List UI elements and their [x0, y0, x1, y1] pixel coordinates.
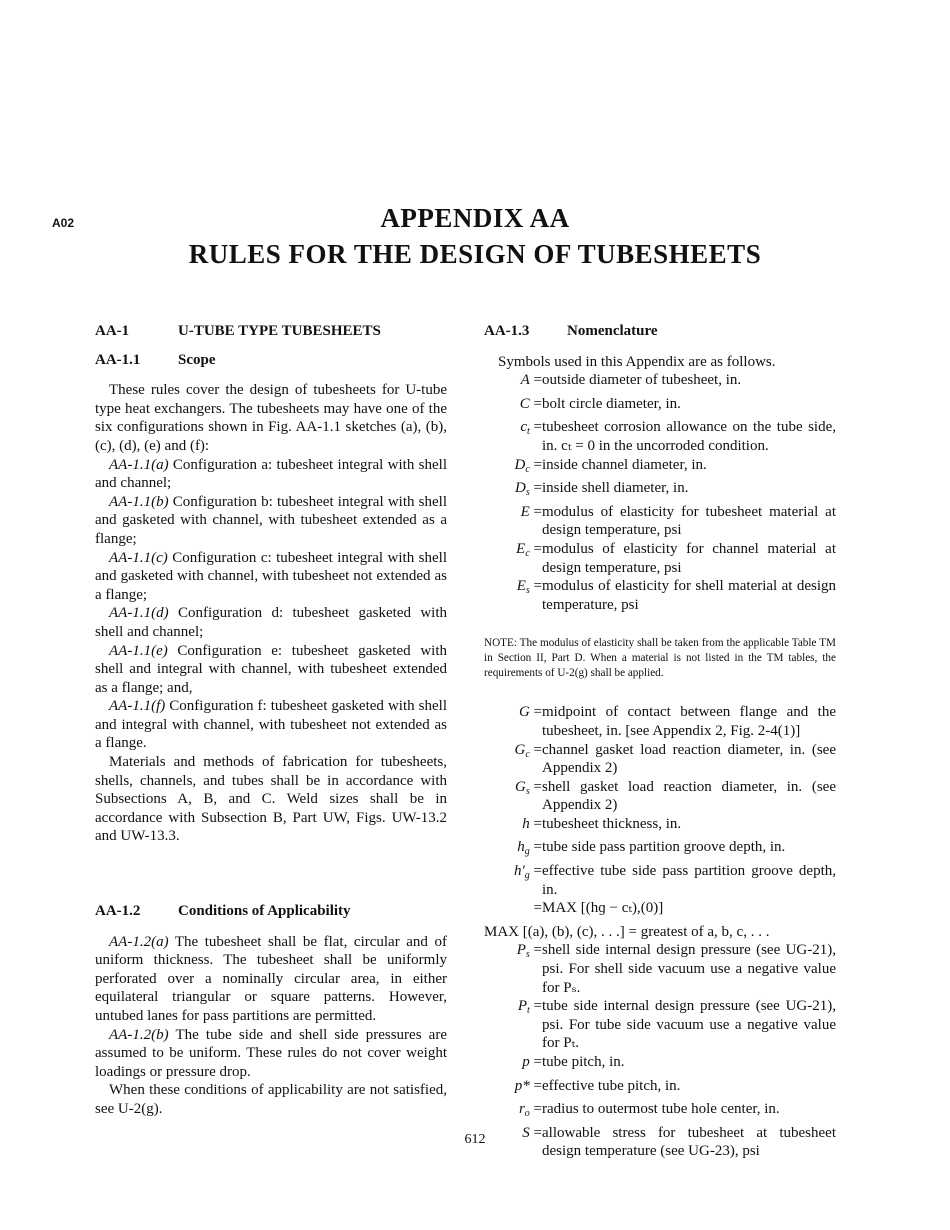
- section-heading-aa1-3: [484, 322, 836, 341]
- nomenclature-symbol: A =: [520, 372, 542, 389]
- nomenclature-definition: inside channel diameter, in.: [542, 456, 707, 473]
- config-ref: AA-1.1(c): [109, 549, 168, 566]
- symbol-letter: E: [516, 578, 526, 595]
- config-text: Configuration e: tubesheet gasketed with shell and integral with channel, with tubesheet extended as a flange; and,: [95, 642, 447, 696]
- materials-paragraph: Materials and methods of fabrication for tubesheets, shells, channels, and tubes shall be in accordance with Subsections A, B, and C. Weld sizes shall be in accordance with Subsection B, Part UW, Figs. UW-13.2 and UW-13.3.: [95, 754, 447, 845]
- symbol-subscript: c: [525, 463, 530, 475]
- config-paragraph: [95, 456, 447, 493]
- nomenclature-item: [484, 815, 836, 839]
- symbol-subscript: t: [527, 1005, 530, 1017]
- symbol-letter: D: [515, 480, 526, 497]
- nomenclature-item: [484, 703, 836, 740]
- nomenclature-symbol: $h_g$ =: [517, 839, 542, 858]
- nomenclature-symbol: $P_s$ =: [516, 942, 542, 961]
- nomenclature-item: [484, 503, 836, 540]
- symbol-letter: G: [515, 778, 526, 795]
- config-ref: AA-1.1(f): [109, 698, 166, 715]
- config-ref: AA-1.1(e): [109, 642, 168, 659]
- nomenclature-symbol: p =: [522, 1054, 542, 1070]
- nomenclature-definition: radius to outermost tube hole center, in.: [542, 1101, 780, 1118]
- condition-closing-paragraph: When these conditions of applicability are not satisfied, see U-2(g).: [95, 1082, 447, 1117]
- config-paragraph: [95, 642, 447, 698]
- symbol-letter: h′: [514, 863, 525, 880]
- nomenclature-definition: bolt circle diameter, in.: [542, 395, 681, 412]
- nomenclature-item: [484, 1100, 836, 1124]
- nomenclature-item: [484, 899, 836, 923]
- symbol-letter: G: [514, 741, 526, 758]
- nomenclature-item: [484, 741, 836, 778]
- nomenclature-item: [484, 540, 836, 577]
- symbol-letter: A: [520, 372, 530, 389]
- symbol-letter: p: [522, 1054, 530, 1070]
- nomenclature-definition: inside shell diameter, in.: [542, 480, 689, 497]
- config-paragraph: [95, 493, 447, 549]
- left-column: [95, 322, 447, 1119]
- nomenclature-symbol: G =: [518, 704, 542, 721]
- nomenclature-symbol: C =: [519, 395, 542, 412]
- section-number: AA-1: [95, 323, 130, 339]
- nomenclature-definition: effective tube side pass partition groove depth, in.: [542, 863, 836, 898]
- appendix-title: APPENDIX AA: [380, 203, 570, 233]
- nomenclature-symbol: $G_c$ =: [514, 741, 542, 760]
- section-heading-aa1-1: [95, 351, 447, 370]
- config-ref: AA-1.1(d): [109, 605, 169, 622]
- config-text: Configuration a: tubesheet integral with shell and channel;: [95, 456, 448, 492]
- section-heading-aa1: [95, 322, 447, 341]
- condition-paragraph: [95, 933, 447, 1026]
- symbol-letter: C: [519, 395, 530, 412]
- page-number: 612: [464, 1132, 486, 1147]
- condition-ref: AA-1.2(a): [109, 933, 169, 950]
- symbol-letter: h: [517, 839, 525, 856]
- nomenclature-item: [484, 862, 836, 899]
- nomenclature-item: [484, 1053, 836, 1077]
- condition-text: The tubesheet shall be flat, circular and of uniform thickness. The tubesheet shall be uniformly perforated over a nominally circular area, in either equilateral triangular or square patterns. However, untubed lanes for pass partitions are permitted.: [95, 933, 447, 1024]
- scope-paragraph: These rules cover the design of tubesheets for U-tube type heat exchangers. The tubesheets may have one of the six configurations shown in Fig. AA-1.1 sketches (a), (b), (c), (d), (e) and (f):: [95, 382, 447, 454]
- nomenclature-symbol: $E_s$ =: [516, 578, 542, 597]
- nomenclature-list: [484, 941, 836, 1161]
- nomenclature-list: [484, 703, 836, 923]
- nomenclature-definition: modulus of elasticity for shell material at design temperature, psi: [542, 578, 836, 613]
- condition-paragraph: [95, 1026, 447, 1082]
- config-paragraph: [95, 697, 447, 753]
- nomenclature-definition: tube pitch, in.: [542, 1054, 625, 1070]
- symbol-letter: P: [516, 942, 526, 959]
- config-ref: AA-1.1(b): [109, 493, 169, 510]
- nomenclature-symbol: $E_c$ =: [516, 540, 542, 559]
- nomenclature-symbol: $P_t$ =: [517, 998, 542, 1017]
- symbol-letter: p*: [514, 1077, 530, 1094]
- nomenclature-item: [484, 456, 836, 480]
- config-text: Configuration d: tubesheet gasketed with shell and channel;: [95, 605, 448, 640]
- nomenclature-definition: modulus of elasticity for channel material at design temperature, psi: [542, 540, 836, 576]
- nomenclature-definition: MAX [(hɡ − cₜ),(0)]: [542, 900, 664, 917]
- nomenclature-definition: midpoint of contact between flange and the tubesheet, in. [see Appendix 2, Fig. 2-4(1)]: [542, 704, 836, 739]
- symbol-subscript: g: [524, 846, 530, 858]
- nomenclature-item: [484, 1077, 836, 1101]
- symbol-subscript: o: [524, 1108, 530, 1120]
- section-title: Conditions of Applicability: [178, 903, 351, 920]
- symbol-letter: c: [520, 419, 527, 436]
- revision-tag: A02: [52, 216, 75, 230]
- symbol-letter: D: [514, 456, 526, 473]
- nomenclature-definition: tubesheet corrosion allowance on the tube side, in. cₜ = 0 in the uncorroded condition.: [542, 419, 836, 454]
- nomenclature-definition: effective tube pitch, in.: [542, 1077, 681, 1094]
- symbol-letter: h: [522, 815, 530, 832]
- nomenclature-symbol: $r_o$ =: [518, 1101, 542, 1120]
- symbol-letter: G: [518, 704, 530, 721]
- nomenclature-item: [484, 395, 836, 419]
- max-definition: MAX [(a), (b), (c), . . .] = greatest of a, b, c, . . .: [484, 923, 770, 940]
- nomenclature-symbol: S =: [522, 1124, 542, 1141]
- note-paragraph: NOTE: The modulus of elasticity shall be taken from the applicable Table TM in Section II, Part D. When a material is not listed in the TM tables, the requirements of U-2(g) shall be applied.: [484, 637, 836, 680]
- config-paragraph: [95, 604, 447, 641]
- nomenclature-definition: tube side pass partition groove depth, in.: [542, 839, 786, 856]
- nomenclature-item: [484, 418, 836, 455]
- section-number: AA-1.1: [95, 351, 141, 368]
- nomenclature-definition: shell side internal design pressure (see UG-21), psi. For shell side vacuum use a negative value for Pₛ.: [542, 942, 836, 996]
- section-heading-aa1-2: [95, 902, 447, 921]
- symbol-subscript: g: [524, 870, 530, 882]
- nomenclature-definition: tubesheet thickness, in.: [542, 815, 682, 832]
- config-ref: AA-1.1(a): [109, 456, 169, 473]
- nomenclature-symbol: E =: [520, 503, 542, 520]
- nomenclature-definition: channel gasket load reaction diameter, in. (see Appendix 2): [542, 741, 836, 777]
- nomenclature-symbol: $D_c$ =: [514, 456, 542, 475]
- config-text: Configuration c: tubesheet integral with shell and gasketed with channel, with tubesheet not extended as a flange;: [95, 549, 448, 603]
- symbol-subscript: s: [525, 487, 530, 499]
- config-paragraph: [95, 549, 447, 605]
- nomenclature-item: [484, 778, 836, 815]
- symbol-subscript: s: [525, 585, 530, 597]
- config-text: Configuration f: tubesheet gasketed with shell and integral with channel, with tubesheet not extended as a flange.: [95, 698, 447, 752]
- nomenclature-definition: modulus of elasticity for tubesheet material at design temperature, psi: [542, 503, 836, 539]
- nomenclature-symbol: =: [533, 900, 542, 917]
- nomenclature-definition: allowable stress for tubesheet at tubesheet design temperature (see UG-23), psi: [542, 1124, 836, 1160]
- symbol-subscript: s: [525, 785, 530, 797]
- config-text: Configuration b: tubesheet integral with shell and gasketed with channel, with tubesheet extended as a flange;: [95, 493, 448, 547]
- nomenclature-item: [484, 577, 836, 614]
- nomenclature-definition: outside diameter of tubesheet, in.: [542, 372, 742, 389]
- nomenclature-symbol: $c_t$ =: [520, 419, 542, 438]
- nomenclature-symbol: $G_s$ =: [515, 778, 542, 797]
- nomenclature-definition: shell gasket load reaction diameter, in. (see Appendix 2): [542, 778, 836, 814]
- nomenclature-symbol: $D_s$ =: [515, 480, 542, 499]
- appendix-subtitle: RULES FOR THE DESIGN OF TUBESHEETS: [188, 239, 762, 269]
- symbol-subscript: t: [527, 426, 530, 438]
- symbol-letter: S: [522, 1124, 530, 1141]
- nomenclature-symbol: p* =: [514, 1077, 542, 1094]
- nomenclature-list: [484, 371, 836, 614]
- condition-text: The tube side and shell side pressures are assumed to be uniform. These rules do not cover weight loadings or pressure drop.: [95, 1026, 447, 1080]
- nomenclature-symbol: h =: [522, 815, 542, 832]
- right-column: [484, 322, 836, 1161]
- nomenclature-item: [484, 941, 836, 997]
- symbol-letter: E: [520, 503, 530, 520]
- section-title: U-TUBE TYPE TUBESHEETS: [178, 323, 381, 339]
- symbol-letter: r: [518, 1101, 525, 1118]
- section-number: AA-1.2: [95, 903, 141, 920]
- condition-ref: AA-1.2(b): [109, 1026, 169, 1043]
- nomenclature-item: [484, 997, 836, 1053]
- symbol-letter: P: [517, 998, 527, 1015]
- section-title: Nomenclature: [567, 323, 658, 339]
- symbol-subscript: c: [525, 547, 530, 559]
- nomenclature-item: [484, 479, 836, 503]
- nomenclature-item: [484, 371, 836, 395]
- nomenclature-item: [484, 838, 836, 862]
- section-title: Scope: [178, 351, 216, 368]
- section-number: AA-1.3: [484, 323, 530, 339]
- symbol-subscript: c: [525, 748, 530, 760]
- symbol-letter: E: [516, 540, 526, 557]
- nomenclature-intro: Symbols used in this Appendix are as follows.: [498, 353, 776, 370]
- symbol-subscript: s: [525, 949, 530, 961]
- nomenclature-definition: tube side internal design pressure (see UG-21), psi. For tube side vacuum use a negative value for Pₜ.: [542, 998, 836, 1052]
- nomenclature-symbol: $h'_g$ =: [514, 863, 542, 882]
